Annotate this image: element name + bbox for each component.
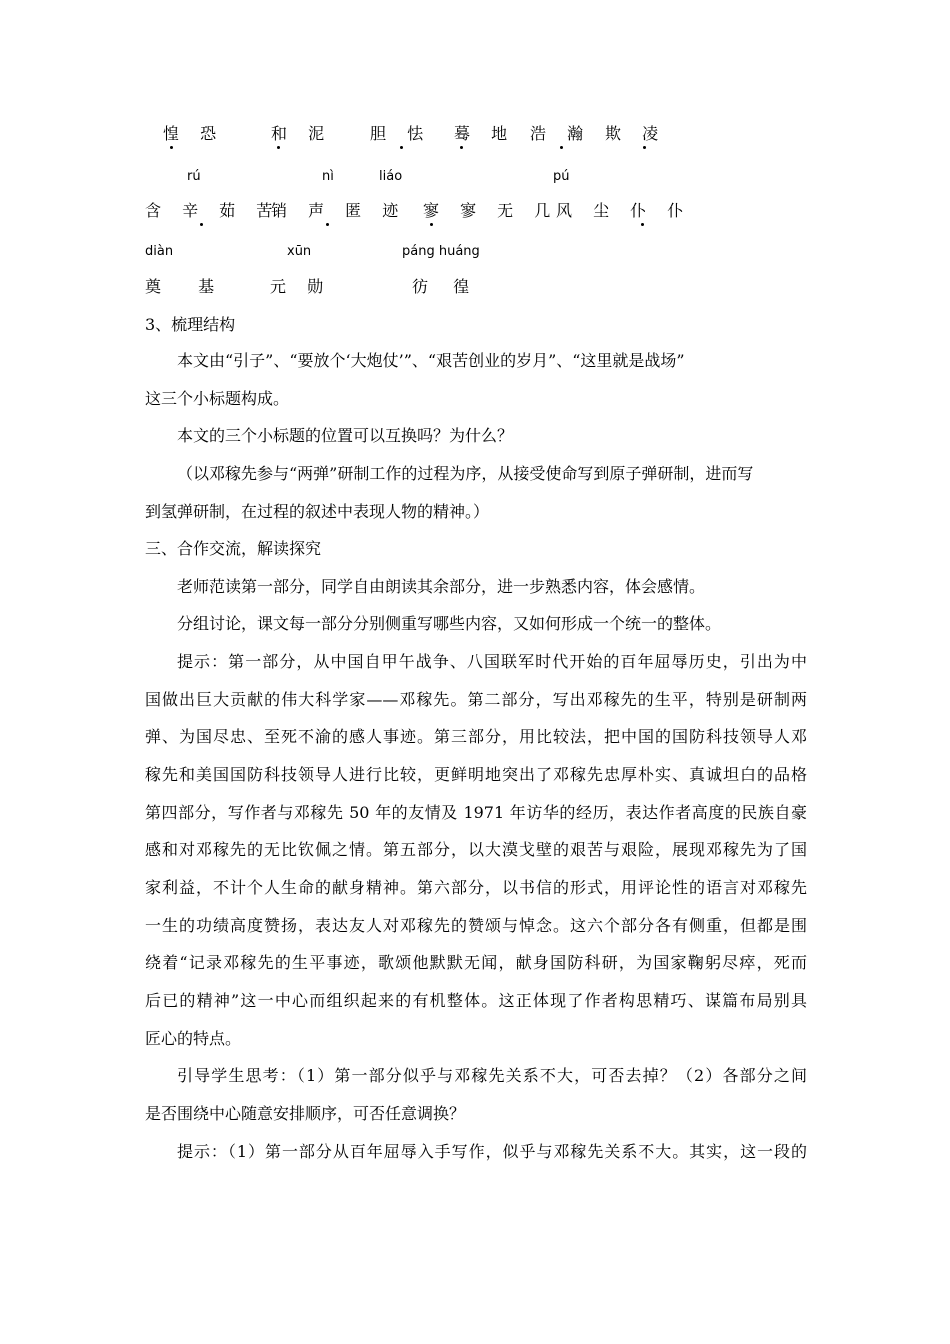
vocab-word: 欺 凌	[605, 124, 667, 143]
guide-line: 引导学生思考：（1）第一部分似乎与邓稼先关系不大，可否去掉？（2）各部分之间	[177, 1066, 807, 1085]
vocab-word: 胆 怯	[370, 124, 432, 143]
hint-line: 感和对邓稼先的无比钦佩之情。第五部分，以大漠戈壁的艰苦与艰险，展现邓稼先为了国	[145, 840, 807, 859]
hint-line: 弹、为国尽忠、至死不渝的感人事迹。第三部分，用比较法，把中国的国防科技领导人邓	[145, 727, 807, 746]
hint-line: 一生的功绩高度赞扬，表达友人对邓稼先的赞颂与悼念。这六个部分各有侧重，但都是围	[145, 916, 807, 935]
vocab-word: 元 勋	[270, 277, 332, 296]
hint-line: 稼先和美国国防科技领导人进行比较，更鲜明地突出了邓稼先忠厚朴实、真诚坦白的品格	[145, 765, 807, 784]
hint-line: 第四部分，写作者与邓稼先 50 年的友情及 1971 年访华的经历，表达作者高度的民族自豪	[145, 803, 807, 822]
emphasis-dot	[643, 146, 646, 149]
hint-line: 绕着“记录邓稼先的生平事迹，歌颂他默默无闻，献身国防科研，为国家鞠躬尽瘁，死而	[145, 953, 807, 972]
emphasis-dot	[170, 146, 173, 149]
vocab-word: 含 辛 茹 苦	[145, 201, 281, 220]
emphasis-dot	[200, 223, 203, 226]
answer-line: （以邓稼先参与“两弹”研制工作的过程为序，从接受使命写到原子弹研制，进而写	[177, 464, 754, 483]
hint-line: 提示：第一部分，从中国自甲午战争、八国联军时代开始的百年屈辱历史，引出为中	[177, 652, 807, 671]
pinyin: páng huáng	[402, 244, 480, 259]
vocab-word: 浩 瀚	[530, 124, 592, 143]
emphasis-dot	[326, 223, 329, 226]
emphasis-dot	[400, 146, 403, 149]
emphasis-dot	[641, 223, 644, 226]
hint-line: 提示：（1）第一部分从百年屈辱入手写作，似乎与邓稼先关系不大。其实，这一段的	[177, 1142, 807, 1161]
question-text: 本文的三个小标题的位置可以互换吗？为什么？	[177, 426, 514, 445]
pinyin: nì	[322, 169, 334, 184]
answer-line: 到氢弹研制，在过程的叙述中表现人物的精神。）	[145, 502, 490, 521]
guide-line: 是否围绕中心随意安排顺序，可否任意调换？	[145, 1104, 466, 1123]
vocab-word: 蓦 地	[454, 124, 516, 143]
vocab-word: 销 声 匿 迹	[271, 201, 407, 220]
emphasis-dot	[430, 223, 433, 226]
emphasis-dot	[277, 146, 280, 149]
hint-line: 家利益，不计个人生命的献身精神。第六部分，以书信的形式，用评论性的语言对邓稼先	[145, 878, 807, 897]
hint-line: 国做出巨大贡献的伟大科学家——邓稼先。第二部分，写出邓稼先的生平，特别是研制两	[145, 690, 807, 709]
emphasis-dot	[460, 146, 463, 149]
paragraph-line: 这三个小标题构成。	[145, 389, 290, 408]
vocab-word: 彷 徨	[412, 277, 480, 296]
paragraph-line: 老师范读第一部分，同学自由朗读其余部分，进一步熟悉内容，体会感情。	[177, 577, 706, 596]
vocab-word: 奠 基	[145, 277, 231, 296]
vocab-word: 惶 恐	[163, 124, 225, 143]
hint-line: 匠心的特点。	[145, 1029, 242, 1048]
pinyin: xūn	[287, 244, 312, 259]
paragraph-line: 分组讨论，课文每一部分分别侧重写哪些内容，又如何形成一个统一的整体。	[177, 614, 722, 633]
pinyin: diàn	[145, 244, 174, 259]
pinyin: pú	[553, 169, 570, 184]
emphasis-dot	[560, 146, 563, 149]
hint-line: 后已的精神”这一中心而组织起来的有机整体。这正体现了作者构思精巧、谋篇布局别具	[145, 991, 807, 1010]
vocab-word: 寥 寥 无 几	[423, 201, 559, 220]
section-heading: 3、梳理结构	[145, 315, 236, 334]
paragraph-line: 本文由“引子”、“要放个‘大炮仗’”、“艰苦创业的岁月”、“这里就是战场”	[177, 351, 685, 370]
pinyin: rú	[187, 169, 201, 184]
vocab-word: 风 尘 仆 仆	[556, 201, 692, 220]
vocab-word: 和 泥	[271, 124, 333, 143]
section-heading: 三、合作交流，解读探究	[145, 539, 322, 558]
pinyin: liáo	[379, 169, 403, 184]
